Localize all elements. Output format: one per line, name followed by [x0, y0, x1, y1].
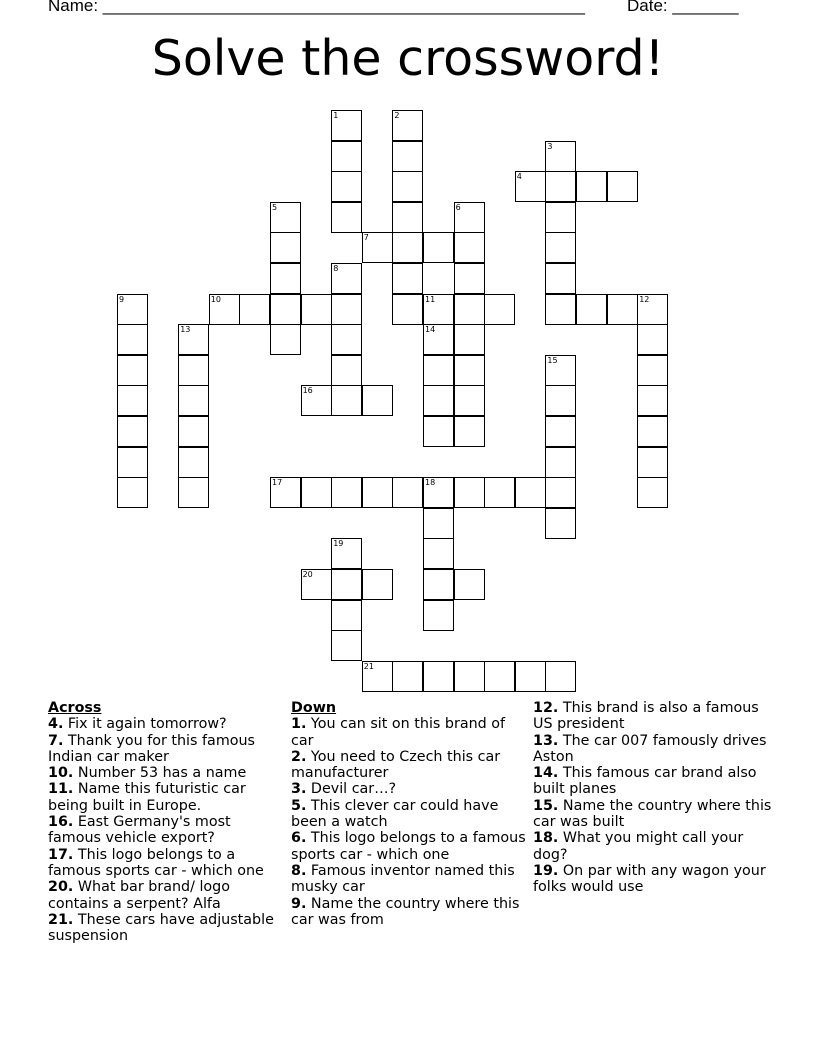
clue-number: 18. [533, 830, 559, 847]
grid-cell[interactable] [607, 171, 638, 202]
clue-text: You can sit on this brand of car [291, 716, 506, 749]
grid-cell[interactable] [545, 385, 576, 416]
clue-text: Name this futuristic car being built in Europe. [48, 781, 246, 814]
grid-cell[interactable] [178, 324, 209, 355]
grid-cell[interactable] [545, 661, 576, 692]
grid-cell[interactable] [454, 385, 485, 416]
clue-number: 5 [272, 202, 278, 212]
grid-cell[interactable] [545, 202, 576, 233]
grid-cell[interactable] [454, 477, 485, 508]
grid-cell[interactable] [178, 355, 209, 386]
grid-cell[interactable] [117, 385, 148, 416]
grid-cell[interactable] [545, 477, 576, 508]
clue-item [48, 847, 283, 880]
grid-cell[interactable] [331, 263, 362, 294]
clue-number: 12 [639, 294, 650, 304]
grid-cell[interactable] [270, 477, 301, 508]
clue-number: 6. [291, 830, 307, 847]
clue-number: 9. [291, 895, 307, 912]
grid-cell[interactable] [301, 569, 332, 600]
grid-cell[interactable] [576, 294, 607, 325]
grid-cell[interactable] [637, 385, 668, 416]
grid-cell[interactable] [545, 416, 576, 447]
clue-number: 1 [333, 111, 339, 120]
clue-number: 6 [455, 202, 461, 212]
clue-number: 8. [291, 862, 307, 879]
grid-cell[interactable] [362, 661, 393, 692]
grid-cell[interactable] [637, 324, 668, 355]
clue-number: 15 [547, 355, 558, 365]
grid-cell[interactable] [423, 416, 454, 447]
grid-cell[interactable] [545, 232, 576, 263]
grid-cell[interactable] [637, 355, 668, 386]
clue-text: Fix it again tomorrow? [63, 716, 227, 733]
grid-cell[interactable] [331, 294, 362, 325]
date-field[interactable]: Date: _______ [627, 0, 739, 15]
grid-cell[interactable] [454, 355, 485, 386]
grid-cell[interactable] [362, 477, 393, 508]
clue-number: 9 [119, 294, 125, 304]
grid-cell[interactable] [117, 294, 148, 325]
grid-cell[interactable] [637, 294, 668, 325]
grid-cell[interactable] [545, 141, 576, 172]
grid-cell[interactable] [423, 569, 454, 600]
down-clues [291, 700, 529, 928]
grid-cell[interactable] [117, 355, 148, 386]
clue-text: This logo belongs to a famous sports car - which one [48, 846, 264, 879]
grid-cell[interactable] [454, 232, 485, 263]
clue-text: These cars have adjustable suspension [48, 911, 274, 945]
grid-cell[interactable] [362, 232, 393, 263]
clue-text: Number 53 has a name [73, 765, 247, 782]
down-heading: Down [291, 700, 337, 716]
clue-text: What you might call your dog? [533, 830, 744, 863]
grid-cell[interactable] [454, 569, 485, 600]
page-title: Solve the crossword! [151, 30, 665, 87]
grid-cell[interactable] [392, 294, 423, 325]
grid-cell[interactable] [515, 477, 546, 508]
grid-cell[interactable] [178, 416, 209, 447]
grid-cell[interactable] [545, 294, 576, 325]
clue-number: 7 [363, 233, 369, 243]
clue-number: 20 [302, 570, 313, 579]
grid-cell[interactable] [484, 294, 515, 325]
grid-cell[interactable] [270, 294, 301, 325]
grid-cell[interactable] [545, 263, 576, 294]
clue-number: 13 [180, 325, 191, 335]
grid-cell[interactable] [270, 232, 301, 263]
clue-number: 21 [363, 661, 374, 671]
clue-number: 11. [48, 781, 74, 798]
clue-number: 12. [533, 700, 559, 716]
grid-cell[interactable] [545, 355, 576, 386]
grid-cell[interactable] [637, 447, 668, 478]
clue-text: Name the country where this car was built [533, 797, 772, 831]
clue-text: This brand is also a famous US president [533, 700, 759, 733]
grid-cell[interactable] [484, 477, 515, 508]
clue-item [48, 879, 283, 912]
grid-cell[interactable] [484, 661, 515, 692]
grid-cell[interactable] [454, 324, 485, 355]
grid-cell[interactable] [331, 355, 362, 386]
grid-cell[interactable] [270, 202, 301, 233]
clue-text: Name the country where this car was from [291, 895, 520, 928]
clue-number: 4. [48, 716, 64, 733]
down-clues-continued [533, 700, 773, 896]
clue-number: 5. [291, 797, 307, 814]
clue-number: 4 [516, 172, 522, 182]
clue-item [291, 749, 529, 782]
grid-cell[interactable] [392, 263, 423, 294]
grid-cell[interactable] [331, 141, 362, 172]
clue-number: 21. [48, 911, 74, 928]
grid-cell[interactable] [178, 477, 209, 508]
clue-text: East Germany's most famous vehicle export? [48, 814, 231, 847]
grid-cell[interactable] [392, 202, 423, 233]
clue-item [48, 733, 283, 766]
clue-number: 19 [333, 539, 344, 549]
grid-cell[interactable] [301, 477, 332, 508]
grid-cell[interactable] [454, 263, 485, 294]
across-clues [48, 700, 283, 944]
grid-cell[interactable] [423, 355, 454, 386]
grid-cell[interactable] [423, 508, 454, 539]
clue-text: The car 007 famously drives Aston [533, 732, 767, 765]
clue-number: 8 [333, 264, 339, 273]
clue-number: 20. [48, 879, 74, 896]
grid-cell[interactable] [454, 202, 485, 233]
grid-cell[interactable] [423, 232, 454, 263]
clue-item [48, 912, 283, 945]
clue-text: This clever car could have been a watch [291, 797, 499, 831]
grid-cell[interactable] [331, 202, 362, 233]
clue-number: 19. [533, 862, 559, 879]
grid-cell[interactable] [331, 630, 362, 661]
grid-cell[interactable] [331, 477, 362, 508]
clue-item [48, 781, 283, 814]
grid-cell[interactable] [545, 171, 576, 202]
clue-item [533, 733, 773, 766]
grid-cell[interactable] [270, 263, 301, 294]
clue-number: 16 [302, 386, 313, 396]
grid-cell[interactable] [117, 416, 148, 447]
grid-cell[interactable] [117, 324, 148, 355]
clue-number: 10 [210, 294, 221, 304]
grid-cell[interactable] [178, 385, 209, 416]
grid-cell[interactable] [362, 385, 393, 416]
clue-number: 16. [48, 814, 74, 831]
clue-number: 11 [425, 294, 436, 304]
grid-cell[interactable] [515, 661, 546, 692]
clue-text: Devil car…? [306, 781, 397, 798]
grid-cell[interactable] [331, 385, 362, 416]
grid-cell[interactable] [392, 171, 423, 202]
clue-text: Famous inventor named this musky car [291, 862, 515, 896]
grid-cell[interactable] [117, 477, 148, 508]
clue-text: This famous car brand also built planes [533, 765, 757, 798]
grid-cell[interactable] [392, 477, 423, 508]
grid-cell[interactable] [423, 294, 454, 325]
clue-text: What bar brand/ logo contains a serpent? Alfa [48, 879, 230, 912]
clue-number: 2. [291, 748, 307, 765]
grid-cell[interactable] [454, 416, 485, 447]
grid-cell[interactable] [392, 110, 423, 141]
clue-text: This logo belongs to a famous sports car - which one [291, 830, 526, 863]
grid-cell[interactable] [637, 416, 668, 447]
grid-cell[interactable] [423, 477, 454, 508]
clue-number: 3 [547, 141, 553, 151]
grid-cell[interactable] [423, 661, 454, 692]
grid-cell[interactable] [117, 447, 148, 478]
clue-item [533, 798, 773, 831]
grid-cell[interactable] [331, 171, 362, 202]
clue-item [48, 716, 283, 732]
grid-cell[interactable] [637, 477, 668, 508]
grid-cell[interactable] [301, 294, 332, 325]
clue-number: 2 [394, 111, 400, 120]
grid-cell[interactable] [515, 171, 546, 202]
clue-item [533, 765, 773, 798]
grid-cell[interactable] [331, 538, 362, 569]
clue-text: You need to Czech this car manufacturer [291, 748, 501, 782]
clue-number: 17 [272, 478, 283, 488]
clue-item [291, 896, 529, 929]
grid-cell[interactable] [423, 600, 454, 631]
clue-text: On par with any wagon your folks would use [533, 862, 766, 896]
name-field[interactable]: Name: ___________________________________________________ [48, 0, 585, 15]
clue-item [291, 830, 529, 863]
grid-cell[interactable] [270, 324, 301, 355]
grid-cell[interactable] [423, 385, 454, 416]
grid-cell[interactable] [545, 447, 576, 478]
clue-number: 17. [48, 846, 74, 863]
clue-item [48, 765, 283, 781]
clue-number: 1. [291, 716, 307, 733]
across-heading: Across [48, 700, 102, 716]
clue-number: 15. [533, 797, 559, 814]
grid-cell[interactable] [392, 141, 423, 172]
grid-cell[interactable] [545, 508, 576, 539]
grid-cell[interactable] [576, 171, 607, 202]
clue-number: 10. [48, 765, 74, 782]
clue-text: Thank you for this famous Indian car maker [48, 732, 256, 765]
clue-number: 14. [533, 765, 559, 782]
clue-number: 18 [425, 478, 436, 488]
clue-item [291, 798, 529, 831]
clue-item [291, 716, 529, 749]
grid-cell[interactable] [331, 110, 362, 141]
grid-cell[interactable] [392, 661, 423, 692]
clue-item [533, 863, 773, 896]
grid-cell[interactable] [362, 569, 393, 600]
grid-cell[interactable] [239, 294, 270, 325]
grid-cell[interactable] [331, 324, 362, 355]
clue-item [533, 830, 773, 863]
clue-number: 7. [48, 732, 64, 749]
grid-cell[interactable] [331, 569, 362, 600]
grid-cell[interactable] [392, 232, 423, 263]
clue-number: 13. [533, 732, 559, 749]
clue-item [291, 781, 529, 797]
grid-cell[interactable] [209, 294, 240, 325]
clue-number: 14 [425, 325, 436, 335]
grid-cell[interactable] [423, 324, 454, 355]
clue-number: 3. [291, 781, 307, 798]
clue-item [291, 863, 529, 896]
grid-cell[interactable] [331, 600, 362, 631]
grid-cell[interactable] [607, 294, 638, 325]
clue-item [48, 814, 283, 847]
grid-cell[interactable] [301, 385, 332, 416]
grid-cell[interactable] [454, 661, 485, 692]
grid-cell[interactable] [423, 538, 454, 569]
grid-cell[interactable] [178, 447, 209, 478]
clue-item [533, 700, 773, 733]
grid-cell[interactable] [454, 294, 485, 325]
